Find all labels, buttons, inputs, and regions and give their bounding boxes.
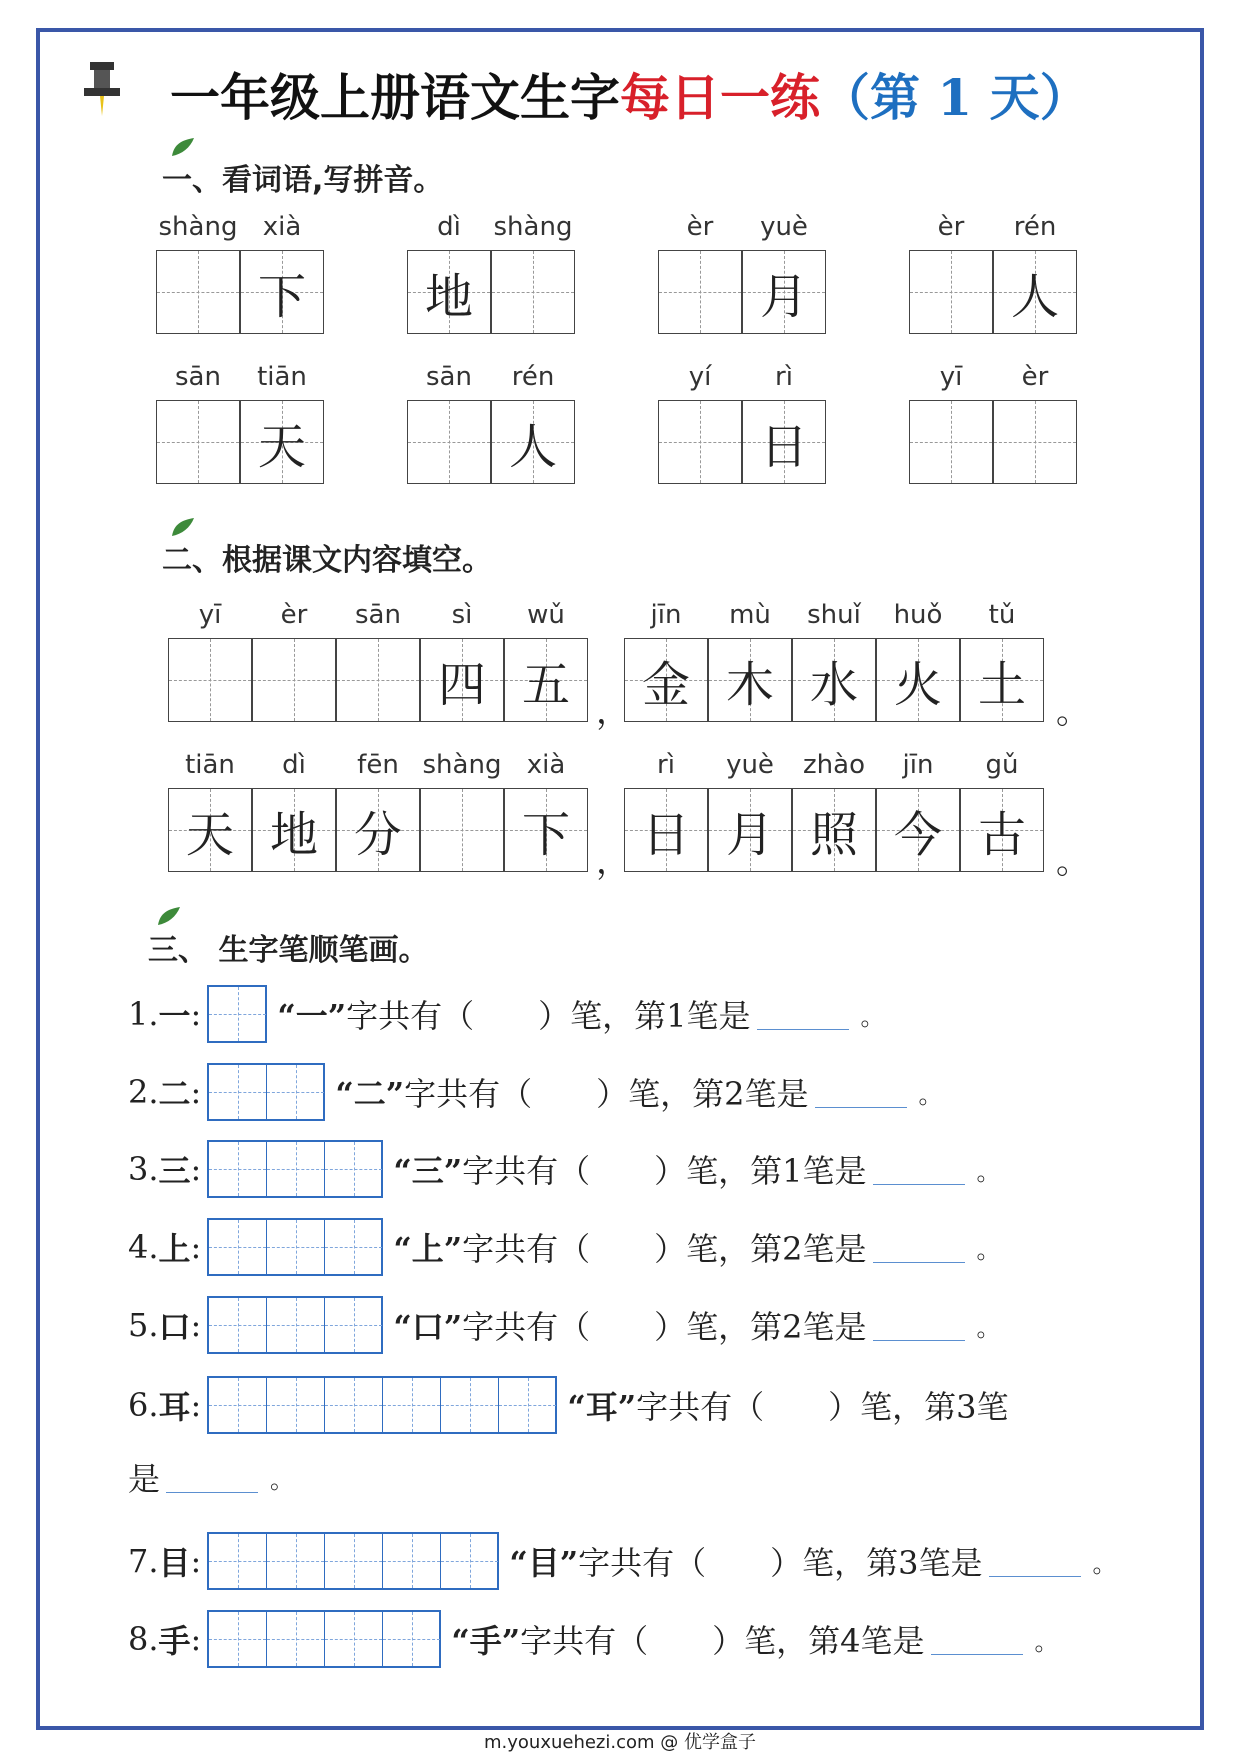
quoted-character: “耳” [567,1388,637,1426]
period: 。 [976,1157,1001,1186]
cell-character: 天 [257,418,306,475]
cell-character: 人 [508,418,557,475]
stroke-box[interactable] [209,1534,267,1588]
writing-cell[interactable] [624,788,708,872]
stroke-order-boxes[interactable] [207,1610,441,1668]
writing-cell[interactable] [909,250,993,334]
writing-cell[interactable] [876,788,960,872]
writing-cell[interactable] [420,638,504,722]
stroke-box[interactable] [325,1220,383,1274]
writing-cell[interactable] [792,638,876,722]
colon: : [190,1150,202,1188]
writing-cell[interactable] [504,638,588,722]
quoted-character: “手” [451,1622,521,1660]
cell-character: 五 [521,656,570,713]
stroke-box[interactable] [325,1612,383,1666]
stroke-box[interactable] [383,1534,441,1588]
question-number: 1. [128,995,159,1033]
title-daily: 每日一练 [620,68,820,127]
stroke-box[interactable] [209,1220,267,1274]
quoted-character: “三” [393,1152,463,1190]
quoted-character: “目” [509,1544,579,1582]
cell-character [157,251,239,333]
stroke-box[interactable] [325,1534,383,1588]
title-main: 一年级上册语文生字 [170,68,620,127]
pinyin-label: èr [937,212,965,242]
cell-character: 四 [437,656,486,713]
writing-cell[interactable] [993,250,1077,334]
stroke-box[interactable] [441,1534,499,1588]
question-number: 5. [128,1306,159,1344]
section-1-heading: 一、看词语,写拼音。 [162,163,444,198]
colon: : [190,995,202,1033]
cell-character: 地 [269,806,318,863]
pinyin-label: jīn [902,750,934,780]
cell-character: 日 [641,806,690,863]
writing-cell[interactable] [658,250,742,334]
cell-character: 月 [759,268,808,325]
pinyin-label: shuǐ [807,600,861,630]
writing-cell[interactable] [960,638,1044,722]
writing-cell[interactable] [708,638,792,722]
writing-cell[interactable] [491,400,575,484]
pinyin-label: xià [526,750,566,780]
quoted-character: “二” [335,1075,405,1113]
colon: : [190,1542,202,1580]
stroke-order-boxes[interactable] [207,1140,383,1198]
writing-cell[interactable] [624,638,708,722]
quoted-character: “一” [277,997,347,1035]
question-character: 手 [158,1622,191,1660]
question-text: 字共有（ ）笔，第2笔是 [462,1230,867,1268]
pinyin-label: rì [775,362,793,392]
question-character: 目 [158,1544,191,1582]
cell-character: 分 [353,806,402,863]
pinyin-label: xià [262,212,302,242]
cell-character [169,639,251,721]
stroke-box[interactable] [267,1220,325,1274]
answer-blank[interactable] [815,1077,907,1108]
pinyin-label: gǔ [985,750,1019,780]
question-number: 3. [128,1150,159,1188]
pinyin-label: yí [688,362,712,392]
period: 。 [860,1002,885,1031]
question-number: 2. [128,1073,159,1111]
pinyin-label: èr [686,212,714,242]
writing-cell[interactable] [336,788,420,872]
answer-blank[interactable] [931,1624,1023,1655]
writing-cell[interactable] [742,400,826,484]
writing-cell[interactable] [876,638,960,722]
writing-cell[interactable] [909,400,993,484]
question-text: 字共有（ ）笔，第3笔 [636,1388,1009,1426]
stroke-box[interactable] [209,1298,267,1352]
question-number: 4. [128,1228,159,1266]
answer-blank[interactable] [873,1232,965,1263]
stroke-box[interactable] [209,1378,267,1432]
stroke-box[interactable] [209,1612,267,1666]
answer-blank[interactable] [989,1546,1081,1577]
cell-character [910,251,992,333]
stroke-box[interactable] [209,1142,267,1196]
pinyin-label: èr [1021,362,1049,392]
period: 。 [1034,1627,1059,1656]
stroke-box[interactable] [267,1534,325,1588]
stroke-question-row [128,1063,943,1121]
quoted-character: “上” [393,1230,463,1268]
stroke-box[interactable] [383,1612,441,1666]
pinyin-label: dì [437,212,461,242]
colon: : [190,1228,202,1266]
stroke-question-row [128,1376,1009,1434]
question-text: 字共有（ ）笔，第2笔是 [462,1308,867,1346]
section-2-heading: 二、根据课文内容填空。 [162,543,492,578]
stroke-order-boxes[interactable] [207,985,267,1043]
stroke-order-boxes[interactable] [207,1532,499,1590]
cell-character: 今 [893,806,942,863]
question-number: 8. [128,1620,159,1658]
answer-blank[interactable] [873,1310,965,1341]
pinyin-label: rén [1013,212,1057,242]
question-character: 一 [158,997,191,1035]
writing-cell[interactable] [240,250,324,334]
answer-blank[interactable] [757,999,849,1030]
question-character: 耳 [158,1388,191,1426]
question-character: 二 [158,1075,191,1113]
writing-cell[interactable] [658,400,742,484]
stroke-box[interactable] [267,1298,325,1352]
cell-character [910,401,992,483]
pinyin-label: mù [729,600,771,630]
cell-character: 地 [424,268,473,325]
cell-character: 土 [977,656,1026,713]
question-character: 口 [158,1308,191,1346]
question-text: 字共有（ ）笔，第1笔是 [462,1152,867,1190]
cell-character: 日 [759,418,808,475]
cell-character: 木 [725,656,774,713]
colon: : [190,1073,202,1111]
pinyin-label: wǔ [527,600,565,630]
cell-character: 水 [809,656,858,713]
comma: ， [596,692,630,732]
pinyin-label: huǒ [893,600,943,630]
period: 。 [976,1313,1001,1342]
cell-character [659,401,741,483]
stroke-box[interactable] [267,1378,325,1432]
pinyin-label: yuè [726,750,774,780]
colon: : [190,1620,202,1658]
colon: : [190,1306,202,1344]
cell-character [337,639,419,721]
cell-character: 金 [641,656,690,713]
stroke-box[interactable] [499,1378,557,1432]
cell-character [408,401,490,483]
comma: ， [596,842,630,882]
cell-character [421,789,503,871]
writing-cell[interactable] [960,788,1044,872]
writing-cell[interactable] [252,788,336,872]
pinyin-label: dì [282,750,306,780]
writing-cell[interactable] [407,250,491,334]
stroke-box[interactable] [267,1612,325,1666]
stroke-box[interactable] [209,1065,267,1119]
question-text: 是 [128,1460,161,1498]
pinyin-label: rì [657,750,675,780]
period: 。 [976,1235,1001,1264]
stroke-question-continuation [128,1454,294,1500]
period: 。 [270,1465,295,1494]
question-character: 上 [158,1230,191,1268]
writing-cell[interactable] [504,788,588,872]
writing-cell[interactable] [336,638,420,722]
stroke-box[interactable] [441,1378,499,1432]
cell-character [253,639,335,721]
stroke-box[interactable] [267,1065,325,1119]
question-text: 字共有（ ）笔，第1笔是 [346,997,751,1035]
stroke-question-row [128,1296,1001,1354]
stroke-order-boxes[interactable] [207,1296,383,1354]
pinyin-label: jīn [650,600,682,630]
writing-cell[interactable] [420,788,504,872]
pushpin-icon [82,58,122,118]
title-day: （第 1 天） [820,68,1090,127]
pinyin-label: shàng [422,750,502,780]
writing-cell[interactable] [156,250,240,334]
pinyin-label: yuè [760,212,808,242]
pinyin-label: sān [175,362,221,392]
writing-cell[interactable] [491,250,575,334]
pinyin-label: fēn [357,750,399,780]
period: 。 [1092,1549,1117,1578]
section-3-heading: 三、 生字笔顺笔画。 [148,933,429,968]
cell-character: 照 [809,806,858,863]
writing-cell[interactable] [168,638,252,722]
pinyin-label: sì [451,600,473,630]
writing-cell[interactable] [240,400,324,484]
stroke-box[interactable] [325,1142,383,1196]
cell-character [157,401,239,483]
pinyin-label: rén [511,362,555,392]
cell-character: 古 [977,806,1026,863]
cell-character [659,251,741,333]
stroke-question-row [128,1218,1001,1276]
stroke-box[interactable] [325,1298,383,1352]
pinyin-label: yī [939,362,963,392]
stroke-box[interactable] [325,1378,383,1432]
leaf-icon [154,905,184,927]
question-number: 7. [128,1542,159,1580]
cell-character: 月 [725,806,774,863]
writing-cell[interactable] [742,250,826,334]
question-character: 三 [158,1152,191,1190]
cell-character: 火 [893,656,942,713]
writing-cell[interactable] [252,638,336,722]
page-title [170,58,1090,130]
question-text: 字共有（ ）笔，第2笔是 [404,1075,809,1113]
stroke-order-boxes[interactable] [207,1218,383,1276]
pinyin-label: yī [198,600,222,630]
stroke-question-row [128,985,885,1043]
footer: m.youxuehezi.com @ 优学盒子 [483,1732,756,1753]
pinyin-label: tiān [185,750,235,780]
pinyin-label: sān [426,362,472,392]
question-text: 字共有（ ）笔，第4笔是 [520,1622,925,1660]
stroke-box[interactable] [383,1378,441,1432]
pinyin-label: èr [280,600,308,630]
question-text: 字共有（ ）笔，第3笔是 [578,1544,983,1582]
writing-cell[interactable] [168,788,252,872]
writing-cell[interactable] [156,400,240,484]
pinyin-label: zhào [803,750,865,780]
stroke-order-boxes[interactable] [207,1063,325,1121]
writing-cell[interactable] [792,788,876,872]
stroke-box[interactable] [209,987,267,1041]
writing-cell[interactable] [993,400,1077,484]
answer-blank[interactable] [873,1154,965,1185]
cell-character [492,251,574,333]
stroke-question-row [128,1140,1001,1198]
cell-character: 人 [1010,268,1059,325]
cell-character [994,401,1076,483]
quoted-character: “口” [393,1308,463,1346]
period: 。 [1056,842,1090,882]
stroke-box[interactable] [267,1142,325,1196]
stroke-order-boxes[interactable] [207,1376,557,1434]
period: 。 [1056,692,1090,732]
cell-character: 下 [257,268,306,325]
pinyin-label: shàng [158,212,238,242]
answer-blank[interactable] [166,1462,258,1493]
pinyin-label: shàng [493,212,573,242]
colon: : [190,1386,202,1424]
pinyin-label: sān [355,600,401,630]
writing-cell[interactable] [708,788,792,872]
cell-character: 天 [185,806,234,863]
pinyin-label: tiān [257,362,307,392]
writing-cell[interactable] [407,400,491,484]
stroke-question-row [128,1610,1059,1668]
cell-character: 下 [521,806,570,863]
period: 。 [918,1080,943,1109]
question-number: 6. [128,1386,159,1424]
stroke-question-row [128,1532,1117,1590]
pinyin-label: tǔ [988,600,1016,630]
